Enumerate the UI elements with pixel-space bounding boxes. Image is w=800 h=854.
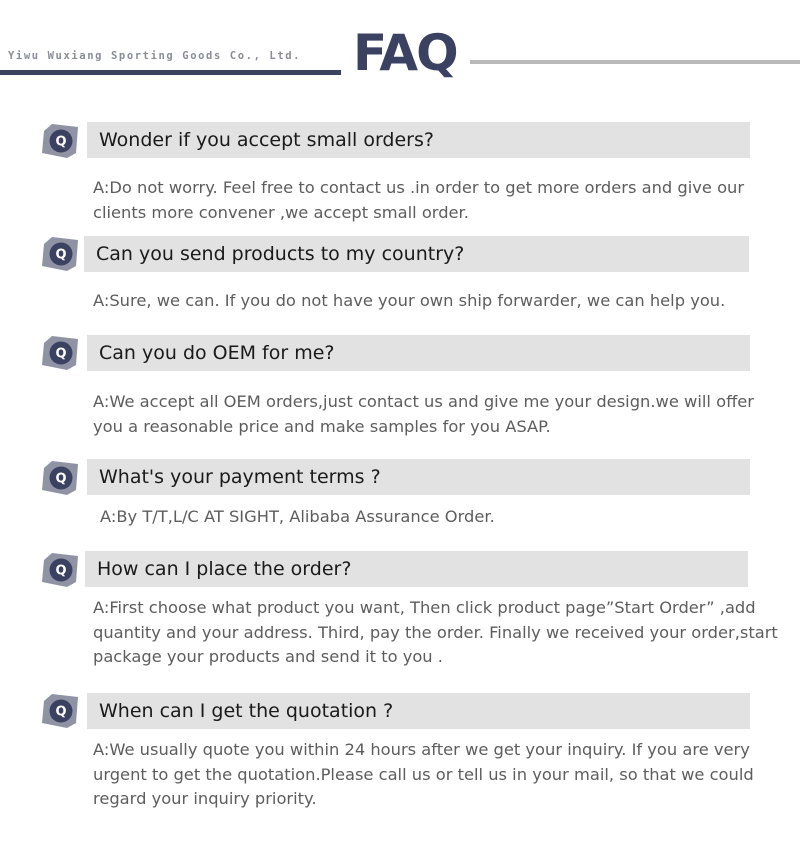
q-badge-icon [40,459,80,497]
answer-text: A:Do not worry. Feel free to contact us .in order to get more orders and give our clients more convener ,we accept small order. [93,178,745,222]
q-badge-icon [40,692,80,730]
q-badge-icon [40,122,80,160]
question-text: Wonder if you accept small orders? [99,129,434,151]
question-text: How can I place the order? [97,558,352,580]
answer-text: A:Sure, we can. If you do not have your own ship forwarder, we can help you. [93,291,726,310]
q-letter: Q [55,247,67,263]
question-bar [87,335,750,371]
q-letter: Q [55,471,67,487]
answer-text: A:We accept all OEM orders,just contact us and give me your design.we will offer you a reasonable price and make samples for you ASAP. [93,392,754,436]
answer-text: A:By T/T,L/C AT SIGHT, Alibaba Assurance Order. [100,507,495,526]
answer-text: A:We usually quote you within 24 hours after we get your inquiry. If you are very urgent to get the quotation.Please call us or tell us in your mail, so that we could regard your inquiry priority. [93,740,754,808]
question-text: What's your payment terms ? [99,466,381,488]
faq-header [0,0,800,100]
question-text: Can you do OEM for me? [99,342,335,364]
question-bar [85,551,748,587]
question-bar [84,236,749,272]
q-badge-icon [40,235,80,273]
q-letter: Q [55,346,67,362]
answer-text: A:First choose what product you want, Then click product page”Start Order” ,add quantity and your address. Third, pay the order. Finally we received your order,start package your products and send it to you . [93,598,778,666]
q-badge-icon [40,334,80,372]
question-text: When can I get the quotation ? [99,700,394,722]
question-bar [87,122,750,158]
company-name: Yiwu Wuxiang Sporting Goods Co., Ltd. [8,50,302,62]
q-letter: Q [55,704,67,720]
header-rule-left [0,70,341,75]
q-badge-icon [40,551,80,589]
question-bar [87,693,750,729]
page-title: FAQ [353,24,457,82]
question-text: Can you send products to my country? [96,243,465,265]
header-rule-right [470,60,800,64]
question-bar [87,459,750,495]
q-letter: Q [55,134,67,150]
q-letter: Q [55,563,67,579]
